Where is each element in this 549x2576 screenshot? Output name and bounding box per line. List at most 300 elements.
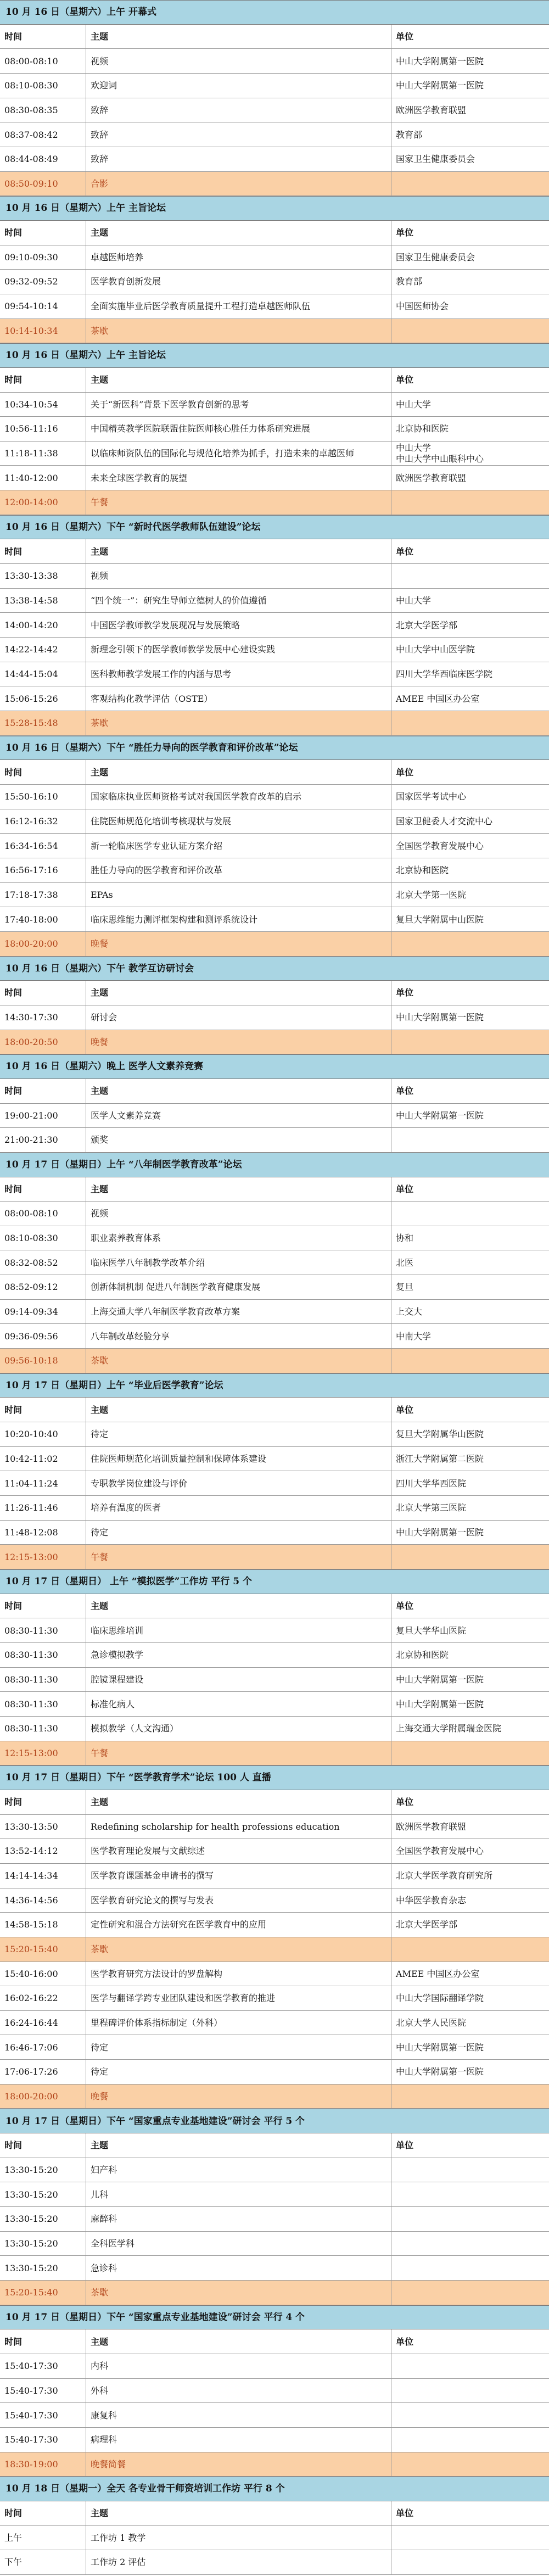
unit-cell <box>391 2452 549 2477</box>
session-row <box>0 417 549 442</box>
topic-cell: 茶歇 <box>86 319 391 343</box>
session-row <box>0 1005 549 1030</box>
time-cell: 15:40-17:30 <box>0 2403 86 2427</box>
unit-cell <box>391 2085 549 2109</box>
schedule-section <box>0 2477 549 2575</box>
schedule-section <box>0 2109 549 2305</box>
header-topic: 主题 <box>86 1079 391 1103</box>
unit-cell: 北京大学医学教育研究所 <box>396 1870 493 1881</box>
header-unit: 单位 <box>396 227 414 238</box>
header-topic: 主题 <box>86 25 391 49</box>
session-row <box>0 294 549 319</box>
session-row <box>0 1202 549 1226</box>
topic-cell: 腔镜课程建设 <box>86 1668 391 1692</box>
topic-cell: 卓越医师培养 <box>86 245 391 270</box>
session-row <box>0 686 549 711</box>
session-row <box>0 1962 549 1987</box>
time-cell: 16:24-16:44 <box>0 2011 86 2035</box>
topic-cell: 晚餐 <box>86 1030 391 1054</box>
topic-cell: 致辞 <box>86 147 391 171</box>
time-cell: 15:40-17:30 <box>0 2354 86 2378</box>
column-header-row <box>0 25 549 49</box>
break-row <box>0 172 549 197</box>
unit-cell <box>391 2354 549 2378</box>
unit-cell: 北京协和医院 <box>396 1650 449 1661</box>
break-row <box>0 1741 549 1766</box>
section-title-row <box>0 2109 549 2133</box>
unit-cell: 中山大学附属第一医院 <box>396 1674 484 1685</box>
unit-cell: 北京大学医学部 <box>396 1919 458 1930</box>
time-cell: 13:30-15:20 <box>0 2256 86 2280</box>
section-title: 10 月 16 日（星期六）上午 主旨论坛 <box>5 350 166 361</box>
unit-cell <box>391 490 549 515</box>
header-unit: 单位 <box>396 1797 414 1808</box>
unit-cell: 北医 <box>396 1257 414 1268</box>
time-cell: 08:52-09:12 <box>0 1275 86 1299</box>
topic-cell: 晚餐简餐 <box>86 2452 391 2477</box>
break-row <box>0 711 549 736</box>
schedule-section <box>0 1054 549 1153</box>
unit-cell: 复旦 <box>396 1282 414 1293</box>
unit-cell <box>391 2526 549 2550</box>
header-time: 时间 <box>0 1790 86 1814</box>
column-header-row <box>0 368 549 393</box>
session-row <box>0 245 549 270</box>
unit-cell: 中山大学附属第一医院 <box>396 1012 484 1023</box>
topic-cell: EPAs <box>86 883 391 907</box>
session-row <box>0 49 549 74</box>
time-cell: 18:00-20:50 <box>0 1030 86 1054</box>
unit-cell: 复旦大学附属华山医院 <box>396 1429 484 1440</box>
time-cell: 14:00-14:20 <box>0 613 86 637</box>
header-unit: 单位 <box>396 1404 414 1415</box>
topic-cell: 儿科 <box>86 2182 391 2206</box>
topic-cell: 视频 <box>86 564 391 588</box>
header-time: 时间 <box>0 2501 86 2525</box>
unit-cell: 全国医学教育发展中心 <box>396 1846 484 1857</box>
time-cell: 12:15-13:00 <box>0 1545 86 1569</box>
time-cell: 09:36-09:56 <box>0 1324 86 1348</box>
topic-cell: 康复科 <box>86 2403 391 2427</box>
unit-cell: 中山大学 <box>396 399 432 410</box>
unit-cell: 北京大学第一医院 <box>396 889 467 900</box>
topic-cell: 临床思维培训 <box>86 1618 391 1642</box>
time-cell: 11:18-11:38 <box>0 442 86 466</box>
header-time: 时间 <box>0 1594 86 1618</box>
column-header-row <box>0 1790 549 1815</box>
topic-cell: 创新体制机制 促进八年制医学教育健康发展 <box>86 1275 391 1299</box>
topic-cell: Redefining scholarship for health professions education <box>86 1815 391 1839</box>
header-time: 时间 <box>0 760 86 784</box>
session-row <box>0 1250 549 1275</box>
time-cell: 18:30-19:00 <box>0 2452 86 2477</box>
unit-cell: 教育部 <box>396 129 423 140</box>
unit-cell <box>391 1741 549 1765</box>
session-row <box>0 638 549 662</box>
session-row <box>0 466 549 490</box>
time-cell: 18:00-20:00 <box>0 2085 86 2109</box>
session-row <box>0 858 549 883</box>
header-unit: 单位 <box>396 2140 414 2151</box>
time-cell: 15:40-17:30 <box>0 2428 86 2452</box>
session-row <box>0 1521 549 1545</box>
time-cell: 12:00-14:00 <box>0 490 86 515</box>
time-cell: 09:10-09:30 <box>0 245 86 270</box>
topic-cell: 医学人文素养竞赛 <box>86 1104 391 1128</box>
header-time: 时间 <box>0 539 86 563</box>
topic-cell: 欢迎词 <box>86 74 391 98</box>
header-unit: 单位 <box>396 546 414 557</box>
time-cell: 15:40-17:30 <box>0 2379 86 2403</box>
schedule-section <box>0 343 549 515</box>
column-header-row <box>0 2133 549 2158</box>
session-row <box>0 1324 549 1349</box>
time-cell: 08:44-08:49 <box>0 147 86 171</box>
time-cell: 10:56-11:16 <box>0 417 86 441</box>
header-time: 时间 <box>0 1398 86 1422</box>
session-row <box>0 1618 549 1643</box>
unit-cell <box>391 2403 549 2427</box>
time-cell: 14:30-17:30 <box>0 1005 86 1030</box>
column-header-row <box>0 1398 549 1422</box>
unit-cell: 国家医学考试中心 <box>396 791 467 802</box>
session-row <box>0 393 549 417</box>
header-time: 时间 <box>0 368 86 392</box>
session-row <box>0 147 549 172</box>
column-header-row <box>0 1177 549 1202</box>
session-row <box>0 1300 549 1325</box>
header-topic: 主题 <box>86 2329 391 2354</box>
topic-cell: 全面实施毕业后医学教育质量提升工程打造卓越医师队伍 <box>86 294 391 318</box>
unit-cell: 中南大学 <box>396 1331 432 1342</box>
section-title-row <box>0 957 549 981</box>
topic-cell: 内科 <box>86 2354 391 2378</box>
schedule-section <box>0 1153 549 1373</box>
unit-cell: 北京大学医学部 <box>396 619 458 630</box>
session-row <box>0 2550 549 2575</box>
topic-cell: 新理念引领下的医学教师教学发展中心建设实践 <box>86 638 391 662</box>
session-row <box>0 98 549 123</box>
unit-cell <box>391 2158 549 2182</box>
time-cell: 13:30-15:20 <box>0 2182 86 2206</box>
session-row <box>0 1226 549 1251</box>
session-row <box>0 2158 549 2183</box>
section-title: 10 月 17 日（星期日） 上午 “模拟医学”工作坊 平行 5 个 <box>5 1576 253 1588</box>
time-cell: 17:06-17:26 <box>0 2060 86 2084</box>
topic-cell: 茶歇 <box>86 1937 391 1962</box>
header-topic: 主题 <box>86 760 391 784</box>
schedule-section <box>0 736 549 957</box>
topic-cell: 国家临床执业医师资格考试对我国医学教育改革的启示 <box>86 785 391 809</box>
time-cell: 11:04-11:24 <box>0 1471 86 1495</box>
time-cell: 16:56-17:16 <box>0 858 86 882</box>
unit-cell: 北京协和医院 <box>396 423 449 434</box>
break-row <box>0 2281 549 2305</box>
header-unit: 单位 <box>396 767 414 778</box>
unit-cell: 欧洲医学教育联盟 <box>396 472 467 483</box>
topic-cell: 视频 <box>86 49 391 73</box>
unit-cell: 中山大学附属第一医院 <box>396 80 484 91</box>
time-cell: 08:30-11:30 <box>0 1692 86 1716</box>
section-title: 10 月 16 日（星期六）下午 “胜任力导向的医学教育和评价改革”论坛 <box>5 742 298 753</box>
unit-cell <box>391 2207 549 2231</box>
schedule-section <box>0 0 549 196</box>
topic-cell: 晚餐 <box>86 932 391 956</box>
section-title: 10 月 17 日（星期日）下午 “国家重点专业基地建设”研讨会 平行 4 个 <box>5 2311 305 2323</box>
unit-cell: 协和 <box>396 1233 414 1244</box>
section-title-row <box>0 196 549 221</box>
session-row <box>0 809 549 834</box>
topic-cell: 职业素养教育体系 <box>86 1226 391 1250</box>
topic-cell: 培养有温度的医者 <box>86 1496 391 1520</box>
topic-cell: 视频 <box>86 1202 391 1226</box>
topic-cell: 待定 <box>86 1422 391 1446</box>
topic-cell: 未来全球医学教育的展望 <box>86 466 391 490</box>
topic-cell: 晚餐 <box>86 2085 391 2109</box>
break-row <box>0 932 549 957</box>
time-cell: 15:20-15:40 <box>0 2281 86 2305</box>
header-time: 时间 <box>0 221 86 245</box>
session-row <box>0 2060 549 2085</box>
unit-cell: 国家卫健委人才交流中心 <box>396 815 493 826</box>
time-cell: 15:20-15:40 <box>0 1937 86 1962</box>
time-cell: 09:14-09:34 <box>0 1300 86 1324</box>
topic-cell: 待定 <box>86 1521 391 1545</box>
column-header-row <box>0 760 549 785</box>
session-row <box>0 613 549 638</box>
time-cell: 08:00-08:10 <box>0 1202 86 1226</box>
header-time: 时间 <box>0 25 86 49</box>
column-header-row <box>0 1594 549 1619</box>
unit-cell <box>391 2428 549 2452</box>
session-row <box>0 1275 549 1300</box>
header-topic: 主题 <box>86 1594 391 1618</box>
section-title: 10 月 16 日（星期六）上午 开幕式 <box>5 7 156 18</box>
header-time: 时间 <box>0 981 86 1005</box>
header-topic: 主题 <box>86 2501 391 2525</box>
header-topic: 主题 <box>86 221 391 245</box>
break-row <box>0 2452 549 2477</box>
topic-cell: 工作坊 1 教学 <box>86 2526 391 2550</box>
time-cell: 10:42-11:02 <box>0 1447 86 1471</box>
time-cell: 15:50-16:10 <box>0 785 86 809</box>
unit-cell: 四川大学华西临床医学院 <box>396 668 493 679</box>
session-row <box>0 2256 549 2281</box>
session-row <box>0 1104 549 1128</box>
column-header-row <box>0 2501 549 2526</box>
time-cell: 16:34-16:54 <box>0 834 86 858</box>
break-row <box>0 1545 549 1569</box>
unit-cell <box>391 1202 549 1226</box>
section-title: 10 月 16 日（星期六）下午 教学互访研讨会 <box>5 963 194 974</box>
session-row <box>0 883 549 908</box>
schedule-section <box>0 2305 549 2477</box>
topic-cell: 胜任力导向的医学教育和评价改革 <box>86 858 391 882</box>
header-topic: 主题 <box>86 1177 391 1202</box>
topic-cell: 中国医学教师教学发展现况与发展策略 <box>86 613 391 637</box>
section-title-row <box>0 2305 549 2330</box>
header-time: 时间 <box>0 2329 86 2354</box>
time-cell: 08:30-11:30 <box>0 1643 86 1667</box>
session-row <box>0 2403 549 2428</box>
section-title-row <box>0 343 549 368</box>
unit-cell: 中山大学附属第一医院 <box>396 1698 484 1709</box>
unit-cell: 全国医学教育发展中心 <box>396 840 484 851</box>
topic-cell: 医学教育研究方法设计的罗盘解构 <box>86 1962 391 1986</box>
session-row <box>0 2526 549 2551</box>
session-row <box>0 2354 549 2379</box>
unit-cell: 中山大学附属第一医院 <box>396 55 484 66</box>
section-title-row <box>0 0 549 25</box>
time-cell: 13:38-14:58 <box>0 589 86 613</box>
topic-cell: 研讨会 <box>86 1005 391 1030</box>
topic-cell: 致辞 <box>86 122 391 147</box>
time-cell: 11:26-11:46 <box>0 1496 86 1520</box>
topic-cell: 里程碑评价体系指标制定（外科） <box>86 2011 391 2035</box>
time-cell: 08:37-08:42 <box>0 122 86 147</box>
header-topic: 主题 <box>86 981 391 1005</box>
session-row <box>0 1839 549 1864</box>
session-row <box>0 2182 549 2207</box>
schedule-section <box>0 1373 549 1569</box>
session-row <box>0 1864 549 1888</box>
time-cell: 13:30-13:50 <box>0 1815 86 1839</box>
time-cell: 08:30-08:35 <box>0 98 86 122</box>
session-row <box>0 662 549 687</box>
session-row <box>0 589 549 613</box>
unit-cell <box>391 2550 549 2574</box>
session-row <box>0 1496 549 1521</box>
topic-cell: 医学教育理论发展与文献综述 <box>86 1839 391 1863</box>
topic-cell: 客观结构化教学评估（OSTE） <box>86 686 391 711</box>
unit-cell: 北京协和医院 <box>396 865 449 876</box>
unit-cell <box>391 1937 549 1962</box>
session-row <box>0 907 549 932</box>
time-cell: 15:28-15:48 <box>0 711 86 735</box>
break-row <box>0 1030 549 1055</box>
unit-cell <box>391 711 549 735</box>
section-title-row <box>0 1373 549 1398</box>
topic-cell: 外科 <box>86 2379 391 2403</box>
time-cell: 14:22-14:42 <box>0 638 86 662</box>
header-time: 时间 <box>0 2133 86 2158</box>
topic-cell: 住院医师规范化培训质量控制和保障体系建设 <box>86 1447 391 1471</box>
header-unit: 单位 <box>396 1600 414 1611</box>
time-cell: 10:20-10:40 <box>0 1422 86 1446</box>
topic-cell: 待定 <box>86 2060 391 2084</box>
unit-cell: 中山大学附属第一医院 <box>396 1110 484 1121</box>
break-row <box>0 490 549 515</box>
unit-cell <box>391 1545 549 1569</box>
schedule-section <box>0 515 549 736</box>
column-header-row <box>0 2329 549 2354</box>
time-cell: 08:00-08:10 <box>0 49 86 73</box>
topic-cell: 颁奖 <box>86 1128 391 1152</box>
unit-cell: 中山大学国际翻译学院 <box>396 1993 484 2004</box>
unit-cell: 中国医师协会 <box>396 301 449 312</box>
session-row <box>0 1692 549 1717</box>
column-header-row <box>0 539 549 564</box>
topic-cell: 临床思维能力测评框架构建和测评系统设计 <box>86 907 391 931</box>
session-row <box>0 270 549 294</box>
time-cell: 上午 <box>0 2526 86 2550</box>
header-unit: 单位 <box>396 375 414 385</box>
session-row <box>0 785 549 809</box>
time-cell: 13:30-15:20 <box>0 2232 86 2256</box>
topic-cell: 茶歇 <box>86 2281 391 2305</box>
time-cell: 14:58-15:18 <box>0 1913 86 1937</box>
unit-cell <box>391 1349 549 1373</box>
topic-cell: 麻醉科 <box>86 2207 391 2231</box>
unit-cell <box>391 1030 549 1054</box>
header-unit: 单位 <box>396 987 414 998</box>
time-cell: 21:00-21:30 <box>0 1128 86 1152</box>
time-cell: 17:40-18:00 <box>0 907 86 931</box>
unit-cell: 中山大学中山医学院 <box>396 644 475 655</box>
section-title-row <box>0 1054 549 1079</box>
time-cell: 11:40-12:00 <box>0 466 86 490</box>
topic-cell: 急诊模拟教学 <box>86 1643 391 1667</box>
topic-cell: 工作坊 2 评估 <box>86 2550 391 2574</box>
unit-cell: 国家卫生健康委员会 <box>396 252 475 262</box>
topic-cell: 新一轮临床医学专业认证方案介绍 <box>86 834 391 858</box>
topic-cell: 医学与翻译学跨专业团队建设和医学教育的推进 <box>86 1986 391 2010</box>
session-row <box>0 442 549 466</box>
session-row <box>0 564 549 589</box>
header-time: 时间 <box>0 1079 86 1103</box>
session-row <box>0 2011 549 2036</box>
section-title: 10 月 16 日（星期六）上午 主旨论坛 <box>5 203 166 214</box>
topic-cell: 临床医学八年制教学改革介绍 <box>86 1250 391 1275</box>
unit-cell <box>391 564 549 588</box>
time-cell: 16:12-16:32 <box>0 809 86 834</box>
time-cell: 14:14-14:34 <box>0 1864 86 1888</box>
unit-cell: 北京大学人民医院 <box>396 2018 467 2029</box>
schedule-section <box>0 957 549 1055</box>
unit-cell: 中山大学附属第一医院 <box>396 1527 484 1538</box>
section-title: 10 月 16 日（星期六）晚上 医学人文素养竞赛 <box>5 1061 203 1072</box>
topic-cell: 关于“新医科”背景下医学教育创新的思考 <box>86 393 391 417</box>
time-cell: 08:10-08:30 <box>0 1226 86 1250</box>
topic-cell: 致辞 <box>86 98 391 122</box>
header-unit: 单位 <box>396 2508 414 2519</box>
time-cell: 13:52-14:12 <box>0 1839 86 1863</box>
time-cell: 18:00-20:00 <box>0 932 86 956</box>
unit-cell: AMEE 中国区办公室 <box>396 1968 480 1979</box>
session-row <box>0 122 549 147</box>
break-row <box>0 1937 549 1962</box>
topic-cell: 午餐 <box>86 1545 391 1569</box>
break-row <box>0 319 549 344</box>
topic-cell: 专职教学岗位建设与评价 <box>86 1471 391 1495</box>
unit-cell: 北京大学第三医院 <box>396 1502 467 1513</box>
topic-cell: 茶歇 <box>86 711 391 735</box>
time-cell: 08:30-11:30 <box>0 1668 86 1692</box>
topic-cell: 医科教师教学发展工作的内涵与思考 <box>86 662 391 686</box>
schedule-section <box>0 196 549 343</box>
topic-cell: 茶歇 <box>86 1349 391 1373</box>
session-row <box>0 2428 549 2452</box>
header-time: 时间 <box>0 1177 86 1202</box>
time-cell: 14:36-14:56 <box>0 1888 86 1913</box>
header-unit: 单位 <box>396 1183 414 1194</box>
session-row <box>0 2379 549 2404</box>
time-cell: 14:44-15:04 <box>0 662 86 686</box>
unit-cell <box>391 932 549 956</box>
session-row <box>0 74 549 98</box>
topic-cell: 午餐 <box>86 1741 391 1765</box>
section-title: 10 月 17 日（星期日）下午 “医学教育学术”论坛 100 人 直播 <box>5 1772 271 1784</box>
